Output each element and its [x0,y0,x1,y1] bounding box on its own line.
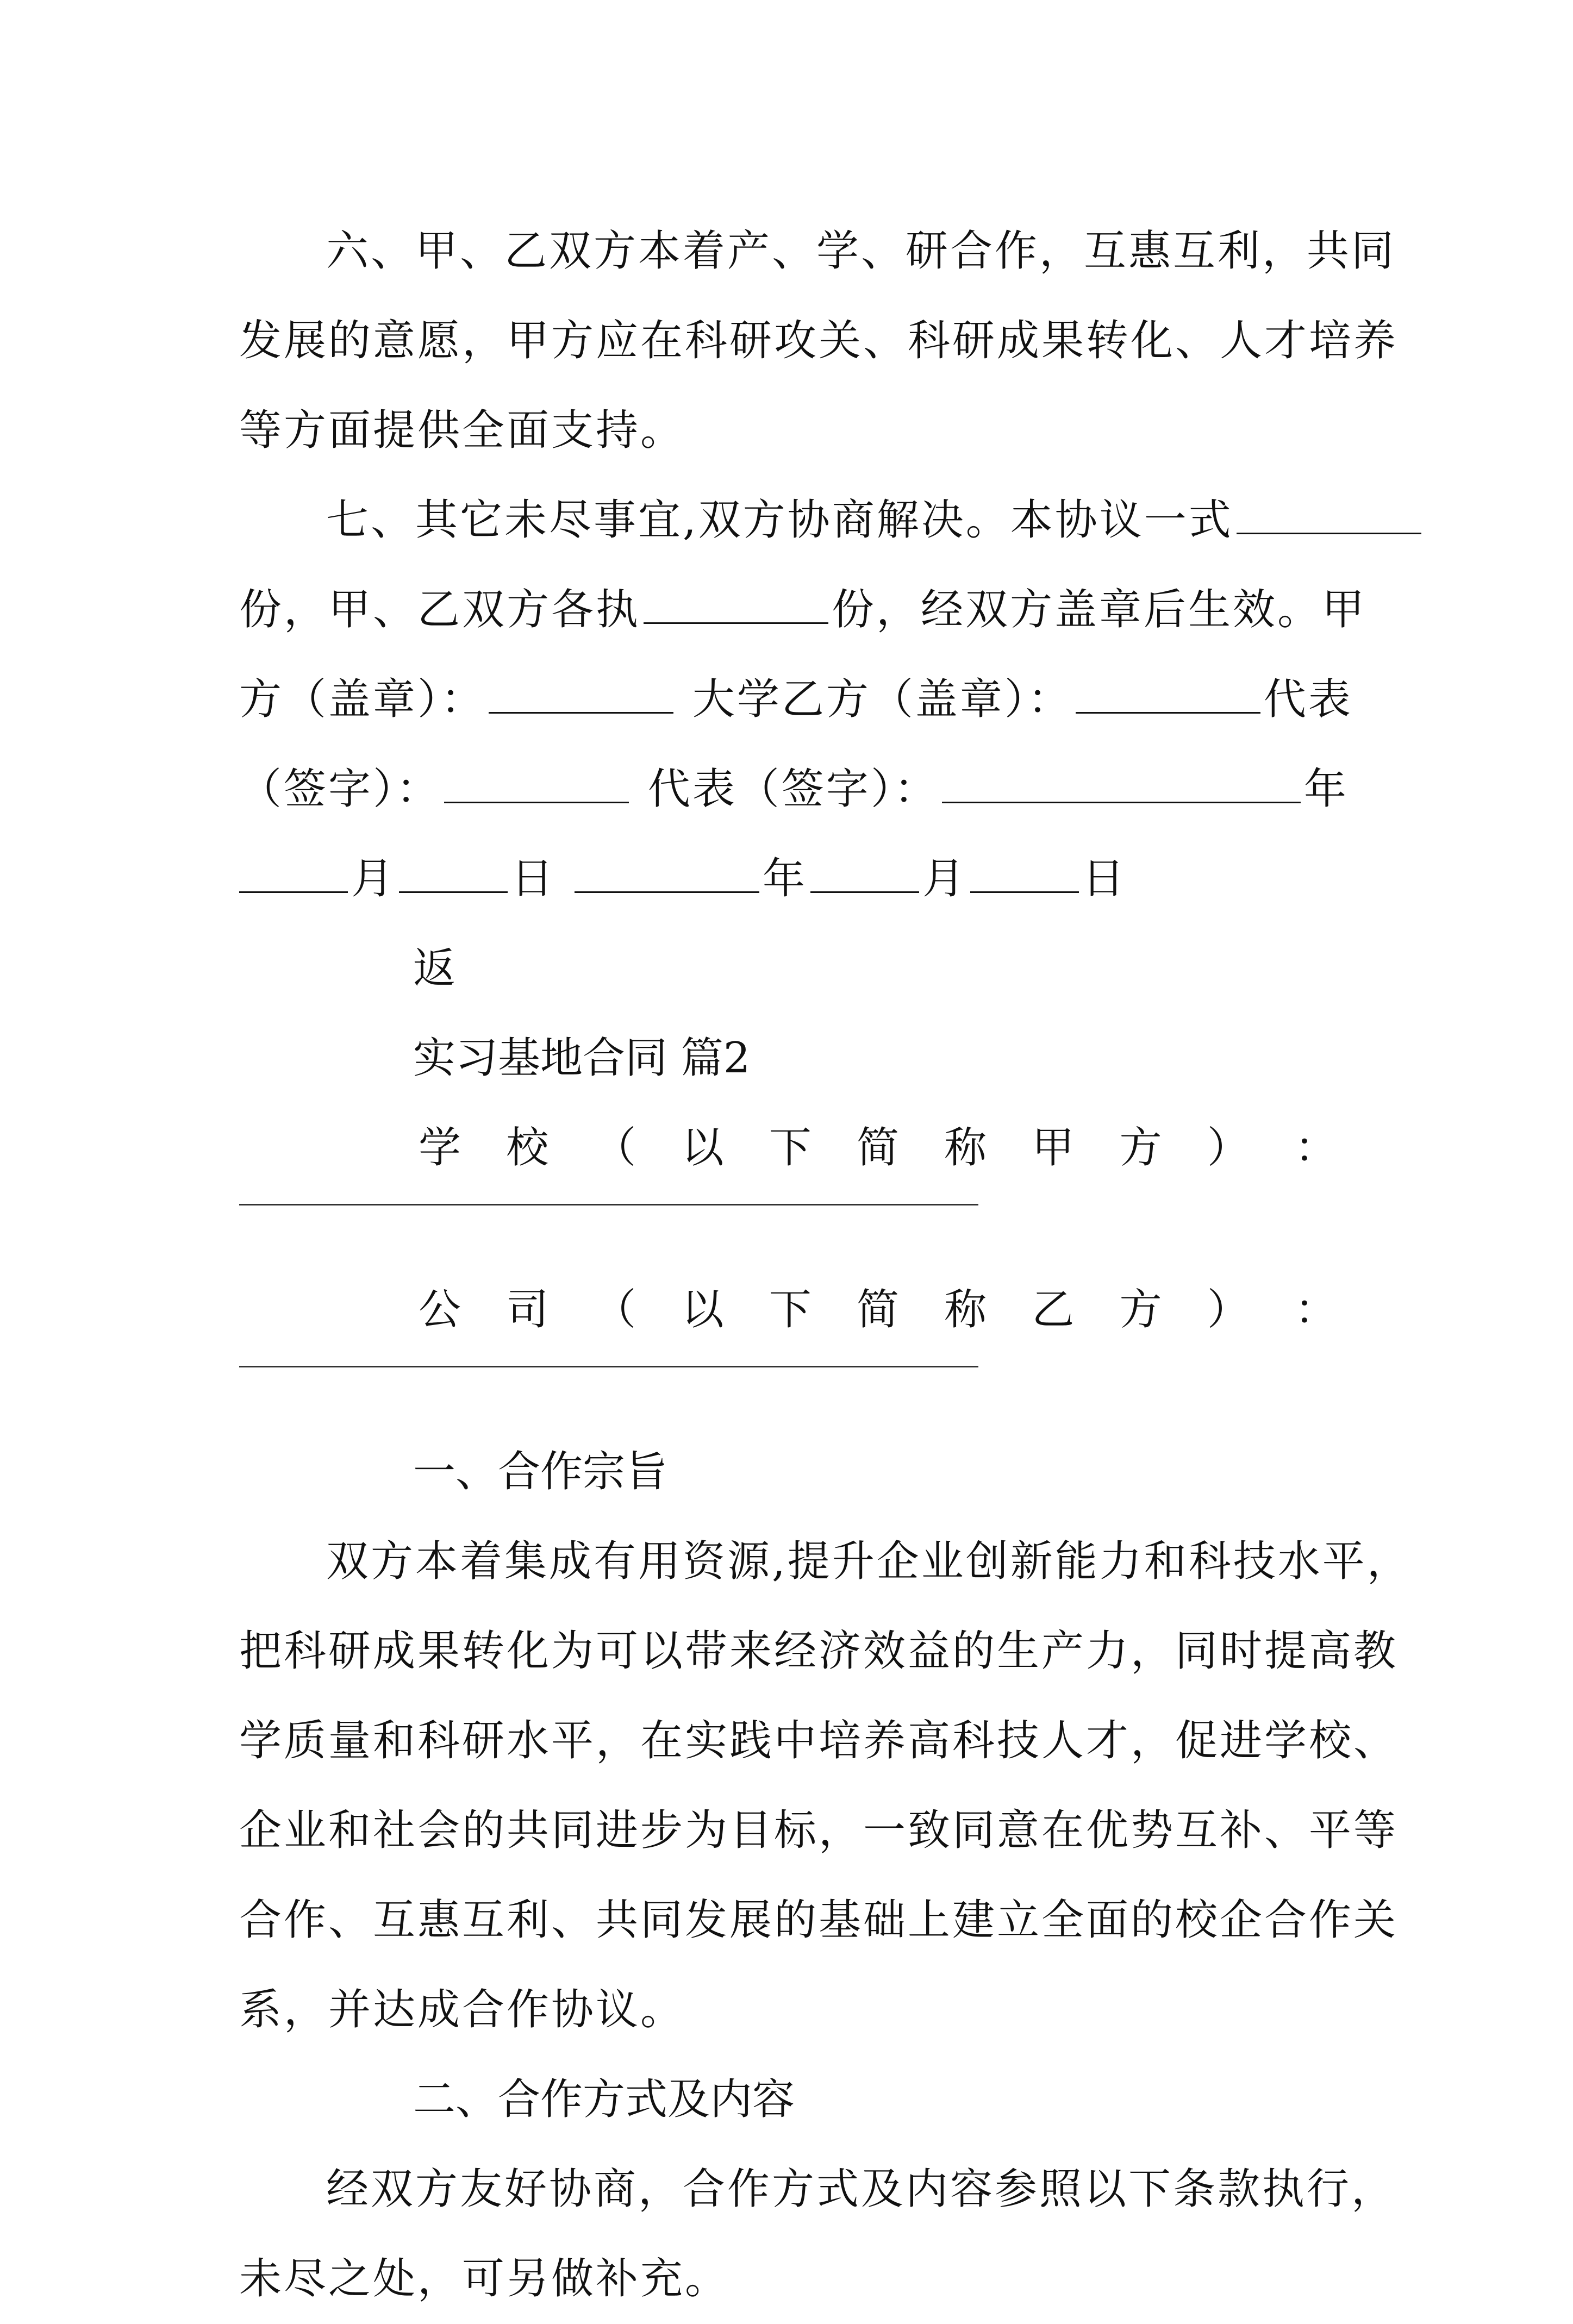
clause-1-heading: 一、合作宗旨 [413,1447,668,1496]
party-a-name-blank[interactable] [239,1204,978,1205]
year-b-blank[interactable] [575,859,759,893]
back-link-paragraph [239,924,1337,1014]
clause-1-line: 双方本着集成有用资源,提升企业创新能力和科技水平， [326,1537,1412,1586]
signature-a-blank[interactable] [444,769,629,803]
clause-1-line: 合作、互惠互利、共同发展的基础上建立全面的校企合作关 [239,1896,1399,1945]
party-b-char: 称 [944,1285,987,1334]
party-b-char: 方 [1119,1285,1162,1334]
party-a-char: 方 [1119,1123,1162,1172]
party-a-char: 校 [506,1123,549,1172]
party-a-char: （ [594,1123,636,1172]
contract-title-paragraph [239,1014,1337,1103]
clause-2-heading: 二、合作方式及内容 [413,2075,795,2124]
section-7-text-2b: 份，经双方盖章后生效。甲 [832,585,1367,634]
clause-1-line: 把科研成果转化为可以带来经济效益的生产力，同时提高教 [239,1627,1399,1676]
party-b-seal-label: 大学乙方（盖章）： [692,675,1072,724]
party-b-char: （ [594,1285,636,1334]
party-a-char: 简 [856,1123,899,1172]
section-7-line-1 [239,476,1337,565]
section-7-line-2 [239,565,1367,655]
party-b-seal-blank[interactable] [1076,679,1260,714]
day-label-b: 日 [1082,854,1127,903]
section-7-line-5 [239,834,1337,924]
section-6-line-3: 等方面提供全面支持。 [239,406,685,455]
day-a-blank[interactable] [399,859,508,893]
section-7-text-1: 七、其它未尽事宜,双方协商解决。本协议一式 [326,496,1233,545]
party-a-char: 学 [419,1123,461,1172]
section-6-line-1: 六、甲、乙双方本着产、学、研合作，互惠互利，共同 [326,227,1396,276]
party-a-char: 称 [944,1123,987,1172]
representative-label: 代表 [1263,675,1353,724]
party-b-char: ） [1207,1285,1250,1334]
clause-1-heading-paragraph [239,1427,1337,1517]
signature-b-blank[interactable] [942,769,1301,803]
section-7-text-2a: 份，甲、乙双方各执 [239,585,641,634]
party-b-char: 乙 [1032,1285,1075,1334]
day-b-blank[interactable] [970,859,1079,893]
section-7-line-3 [239,655,1353,745]
day-label-a: 日 [511,854,556,903]
section-6-paragraph [239,207,1399,476]
section-6-line-2: 发展的意愿，甲方应在科研攻关、科研成果转化、人才培养 [239,316,1399,365]
month-label-a: 月 [351,854,396,903]
party-a-char: ： [1294,1123,1337,1172]
year-label-a: 年 [1303,765,1349,814]
party-b-line [239,1265,1337,1355]
party-b-char: ： [1294,1285,1337,1334]
document-body [239,207,1412,2324]
copies-total-blank[interactable] [1237,500,1421,534]
party-a-line [239,1103,1337,1193]
month-b-blank[interactable] [810,859,919,893]
back-link[interactable]: 返 [413,944,456,993]
copies-each-blank[interactable] [644,590,828,624]
party-a-char: 甲 [1032,1123,1075,1172]
signature-label-a: （签字）： [239,765,441,814]
clause-1-line: 学质量和科研水平，在实践中培养高科技人才，促进学校、 [239,1716,1399,1765]
party-b-char: 以 [681,1285,724,1334]
signature-label-b: 代表（签字）： [647,765,939,814]
contract-title: 实习基地合同 篇2 [413,1034,751,1083]
party-b-label [419,1265,1337,1355]
section-7-paragraph [239,476,1367,924]
clause-2-line: 经双方友好协商，合作方式及内容参照以下条款执行， [326,2165,1396,2214]
party-b-char: 下 [769,1285,812,1334]
clause-1-line: 企业和社会的共同进步为目标，一致同意在优势互补、平等 [239,1806,1399,1855]
party-b-name-blank[interactable] [239,1366,978,1367]
party-a-char: 下 [769,1123,812,1172]
party-a-label [419,1103,1337,1193]
clause-2-line: 未尽之处，可另做补充。 [239,2254,730,2303]
party-b-char: 公 [419,1285,461,1334]
clause-2-heading-paragraph [239,2055,1337,2145]
month-label-b: 月 [922,854,967,903]
party-a-char: ） [1207,1123,1250,1172]
clause-1-body [239,1517,1412,2055]
month-a-blank[interactable] [239,859,348,893]
party-b-char: 司 [506,1285,549,1334]
party-a-char: 以 [681,1123,724,1172]
year-label-b: 年 [762,854,807,903]
section-7-line-4 [239,745,1349,834]
party-a-seal-blank[interactable] [489,679,673,714]
clause-2-body [239,2145,1396,2324]
party-a-seal-label: 方（盖章）： [239,675,486,724]
clause-1-line: 系，并达成合作协议。 [239,1985,685,2034]
party-b-char: 简 [856,1285,899,1334]
